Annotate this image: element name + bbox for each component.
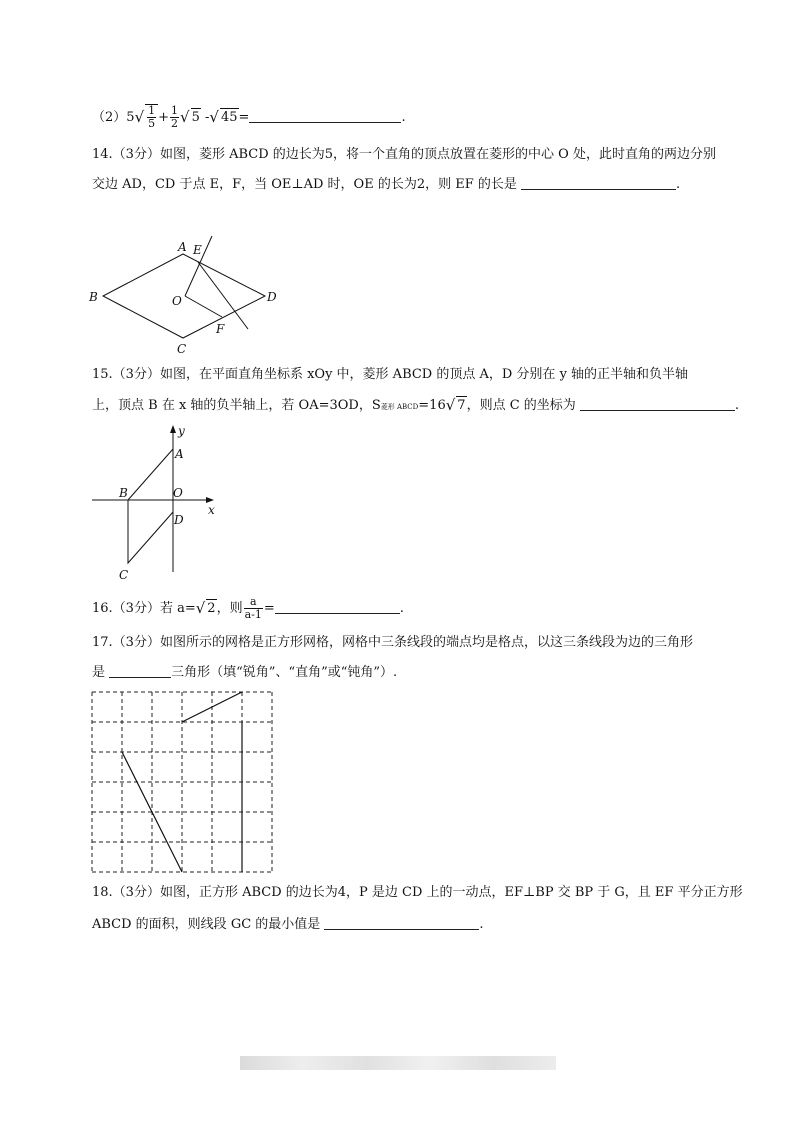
q15-sqrt: 7: [457, 398, 466, 413]
q15-label-c: C: [119, 568, 129, 582]
q13-radical-sign3: √: [209, 108, 219, 126]
q15-label-b: B: [119, 486, 128, 500]
q15-label-d: D: [174, 513, 184, 527]
q13-sqrt3: 45: [220, 110, 238, 125]
q13-frac2-den: 2: [171, 117, 179, 130]
q16-frac-num: a: [244, 596, 263, 609]
q15-line2-b: =16: [418, 398, 446, 413]
q16-radical-sign: √: [195, 599, 206, 617]
q15-label-y: y: [178, 424, 185, 438]
q14-label-a: A: [178, 240, 187, 254]
q14-label-b: B: [89, 290, 98, 304]
q13-radical-sign: √: [134, 108, 145, 126]
q14-label-o: O: [172, 294, 182, 308]
q17-dashed-grid: [92, 692, 272, 872]
q14-line1: 14.（3分）如图，菱形 ABCD 的边长为5，将一个直角的顶点放置在菱形的中心 O 处，此时直角的两边分别: [92, 147, 716, 162]
q17-segment-1: [182, 692, 242, 722]
q15-line1: 15.（3分）如图，在平面直角坐标系 xOy 中，菱形 ABCD 的顶点 A，D 分别在 y 轴的正半轴和负半轴: [92, 367, 689, 382]
q13-sqrt2: 5: [191, 110, 200, 125]
q14-label-c: C: [177, 342, 187, 356]
q15-radical-sign: √: [445, 396, 456, 414]
q18-end: .: [479, 917, 484, 932]
q15-line2-a: 上，顶点 B 在 x 轴的负半轴上，若 OA=3OD，S: [92, 398, 381, 413]
q15-label-a: A: [175, 447, 184, 461]
q13-minus: -: [205, 110, 210, 125]
q17-post: 三角形（填“锐角”、“直角”或“钝角”）.: [171, 665, 398, 680]
q16-prefix: 16.（3分）若 a=: [92, 601, 196, 616]
q13-plus: +: [158, 110, 170, 125]
q18-answer-blank[interactable]: [324, 929, 479, 930]
q15-area-subscript: 菱形 ABCD: [380, 403, 419, 411]
q16-sqrt: 2: [207, 601, 216, 616]
q13-end: .: [401, 110, 406, 125]
q15-end: .: [734, 398, 740, 413]
q13-radical-sign2: √: [180, 108, 190, 126]
q13-frac2-num: 1: [171, 104, 179, 117]
q13-coef: 5: [126, 110, 135, 125]
q17-pre: 是: [92, 665, 106, 680]
q13-eq: =: [238, 110, 250, 125]
q18-line2: [92, 916, 484, 934]
q18-line2-text: ABCD 的面积，则线段 GC 的最小值是: [92, 917, 321, 932]
q18-line1: 18.（3分）如图，正方形 ABCD 的边长为4，P 是边 CD 上的一动点，EF⊥BP 交 BP 于 G，且 EF 平分正方形: [92, 885, 743, 900]
q14-line2-text: 交边 AD，CD 于点 E，F，当 OE⊥AD 时，OE 的长为2，则 EF 的长是: [92, 177, 517, 192]
q13-frac1-num: 1: [148, 104, 156, 117]
q16-mid: ，则: [216, 601, 243, 616]
q16-frac-den: a-1: [244, 608, 262, 621]
q16-eq: =: [263, 601, 275, 616]
q15-label-x: x: [208, 503, 215, 517]
q14-label-f: F: [216, 322, 225, 336]
q16-end: .: [399, 601, 404, 616]
blurred-footer-watermark: [240, 1056, 556, 1070]
q14-label-d: D: [267, 290, 277, 304]
q17-line1: 17.（3分）如图所示的网格是正方形网格，网格中三条线段的端点均是格点，以这三条线段为边的三角形: [92, 635, 693, 650]
q14-label-e: E: [193, 243, 202, 257]
q13-frac1-den: 5: [148, 117, 156, 130]
q14-end: .: [676, 177, 681, 192]
q13-part-label: （2）: [92, 110, 127, 125]
q15-line2-c: ，则点 C 的坐标为: [466, 398, 576, 413]
q15-label-o: O: [173, 486, 183, 500]
